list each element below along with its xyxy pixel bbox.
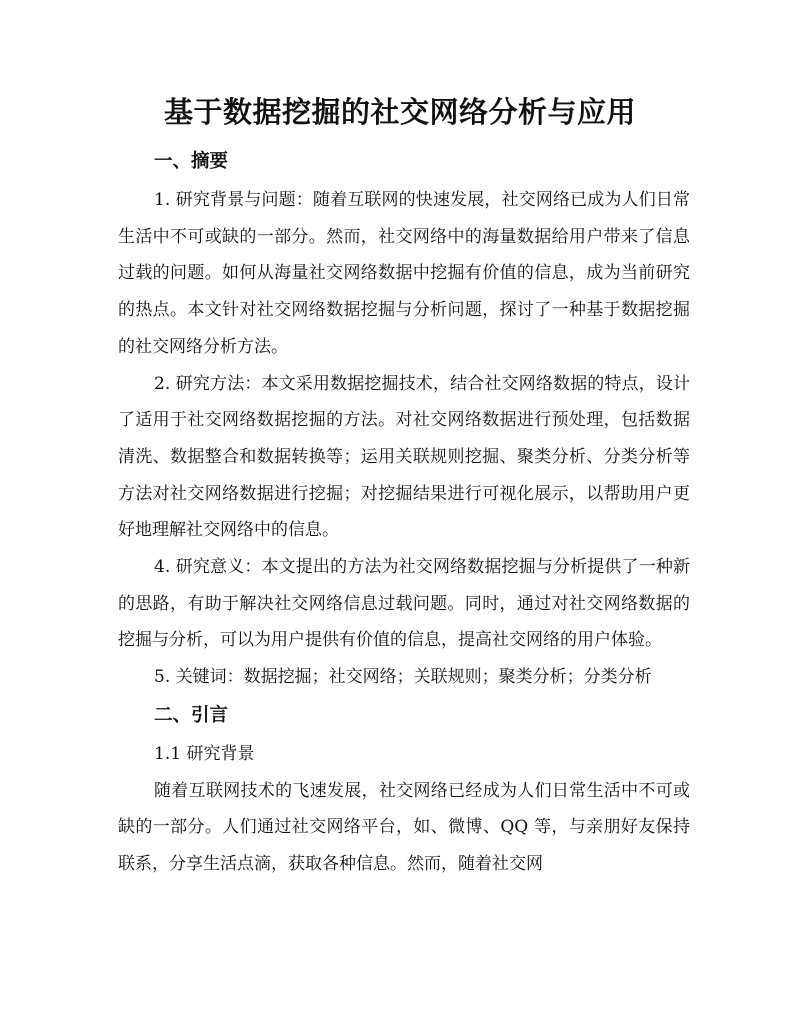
document-body	[118, 144, 690, 883]
subsection-heading-research-background: 1.1 研究背景	[154, 743, 255, 764]
section-heading-abstract: 一、摘要	[154, 151, 229, 172]
abstract-paragraph-keywords: 5. 关键词：数据挖掘；社交网络；关联规则；聚类分析；分类分析	[154, 667, 652, 688]
abstract-paragraph-background: 1. 研究背景与问题：随着互联网的快速发展，社交网络已成为人们日常生活中不可或缺的一部分。然而，社交网络中的海量数据给用户带来了信息过载的问题。如何从海量社交网络数据中挖掘有价值的信息，成为当前研究的热点。本文针对社交网络数据挖掘与分析问题，探讨了一种基于数据挖掘的社交网络分析方法。	[118, 190, 690, 357]
introduction-paragraph: 随着互联网技术的飞速发展，社交网络已经成为人们日常生活中不可或缺的一部分。人们通过社交网络平台，如、微博、QQ 等，与亲朋好友保持联系，分享生活点滴，获取各种信息。然而，随着社交网	[118, 780, 690, 874]
document-title: 基于数据挖掘的社交网络分析与应用	[163, 95, 636, 129]
section-heading-introduction: 二、引言	[154, 704, 229, 726]
abstract-paragraph-significance: 4. 研究意义：本文提出的方法为社交网络数据挖掘与分析提供了一种新的思路，有助于解决社交网络信息过载问题。同时，通过对社交网络数据的挖掘与分析，可以为用户提供有价值的信息，提高社交网络的用户体验。	[118, 557, 690, 651]
abstract-paragraph-method: 2. 研究方法：本文采用数据挖掘技术，结合社交网络数据的特点，设计了适用于社交网络数据挖掘的方法。对社交网络数据进行预处理，包括数据清洗、数据整合和数据转换等；运用关联规则挖掘、聚类分析、分类分析等方法对社交网络数据进行挖掘；对挖掘结果进行可视化展示，以帮助用户更好地理解社交网络中的信息。	[118, 373, 690, 541]
